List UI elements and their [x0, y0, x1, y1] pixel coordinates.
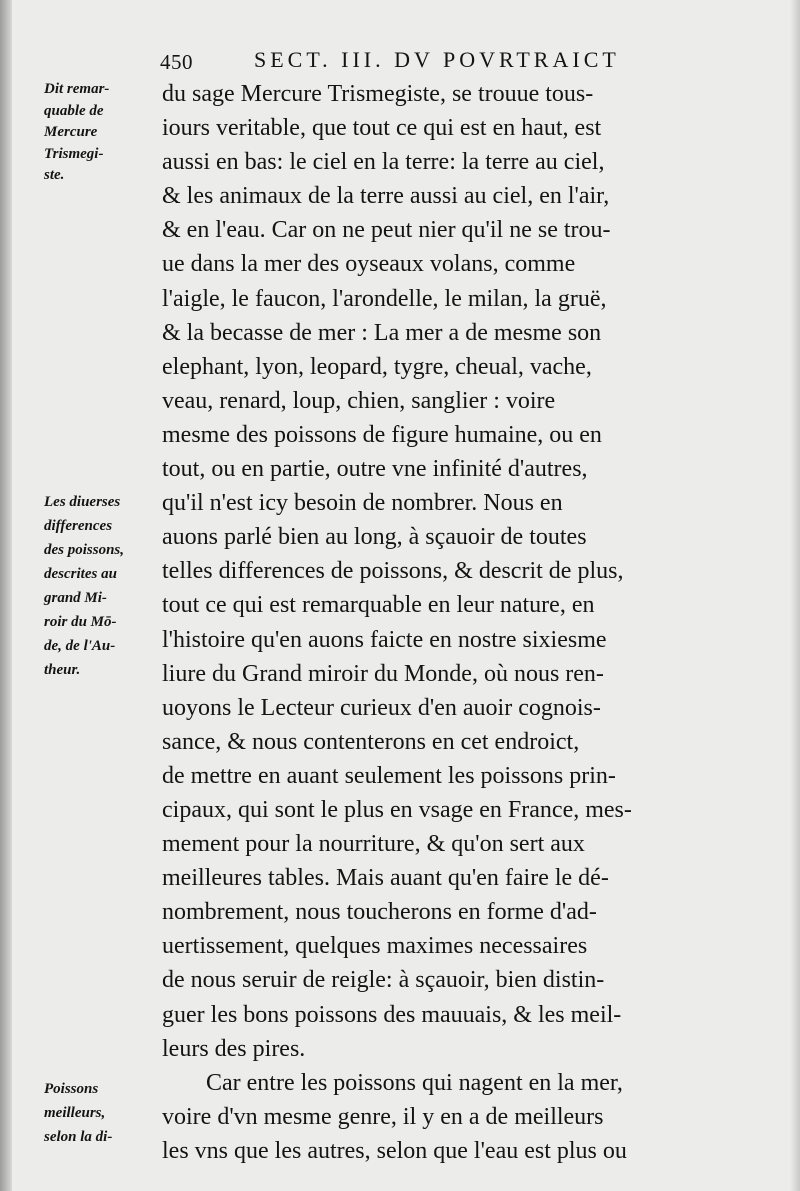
- text-line: & les animaux de la terre aussi au ciel, en l'air,: [162, 183, 610, 210]
- text-line: leurs des pires.: [162, 1035, 306, 1062]
- margin-note-line: meilleurs,: [44, 1105, 106, 1121]
- text-line: du sage Mercure Trismegiste, se trouue tous-: [162, 81, 594, 107]
- text-line: veau, renard, loup, chien, sanglier : voire: [162, 387, 556, 414]
- margin-note-line: selon la di-: [44, 1129, 113, 1145]
- margin-note-line: quable de: [44, 102, 104, 119]
- text-line: tout ce qui est remarquable en leur nature, en: [162, 592, 595, 619]
- text-line: liure du Grand miroir du Monde, où nous ren-: [162, 660, 604, 687]
- text-line: elephant, lyon, leopard, tygre, cheual, vache,: [162, 353, 592, 380]
- text-line: cipaux, qui sont le plus en vsage en France, mes-: [162, 796, 632, 823]
- text-line: guer les bons poissons des mauuais, & les meil-: [162, 1001, 622, 1028]
- text-line: aussi en bas: le ciel en la terre: la terre au ciel,: [162, 149, 605, 176]
- text-line: & la becasse de mer : La mer a de mesme son: [162, 319, 602, 346]
- text-line: Car entre les poissons qui nagent en la mer,: [206, 1069, 623, 1096]
- text-line: qu'il n'est icy besoin de nombrer. Nous en: [162, 490, 563, 517]
- margin-note-line: roir du Mō-: [44, 614, 117, 630]
- text-line: ue dans la mer des oyseaux volans, comme: [162, 251, 576, 278]
- page-edge-shadow: [790, 0, 800, 1191]
- margin-note-line: Poissons: [44, 1081, 99, 1097]
- text-line: mement pour la nourriture, & qu'on sert aux: [162, 831, 585, 858]
- text-line: l'histoire qu'en auons faicte en nostre sixiesme: [162, 626, 607, 653]
- text-line: de nous seruir de reigle: à sçauoir, bien distin-: [162, 967, 605, 994]
- margin-note-line: ste.: [44, 167, 65, 183]
- margin-note-line: Les diuerses: [44, 494, 121, 510]
- text-line: & en l'eau. Car on ne peut nier qu'il ne se trou-: [162, 217, 611, 244]
- running-head: SECT. III. DV POVRTRAICT: [254, 47, 620, 72]
- text-line: nombrement, nous toucherons en forme d'ad-: [162, 899, 597, 926]
- text-line: les vns que les autres, selon que l'eau est plus ou: [162, 1137, 627, 1164]
- text-line: sance, & nous contenterons en cet endroict,: [162, 728, 580, 755]
- margin-note-line: grand Mi-: [44, 590, 107, 606]
- page-number: 450: [160, 50, 193, 74]
- text-line: tout, ou en partie, outre vne infinité d'autres,: [162, 456, 588, 483]
- page-gutter-shadow: [0, 0, 12, 1191]
- text-line: uertissement, quelques maximes necessaires: [162, 933, 588, 960]
- margin-note-line: Dit remar-: [44, 81, 110, 97]
- text-line: auons parlé bien au long, à sçauoir de toutes: [162, 524, 587, 551]
- margin-note-differences: [44, 490, 168, 682]
- body-text: [162, 77, 756, 1168]
- text-line: uoyons le Lecteur curieux d'en auoir cognois-: [162, 694, 601, 721]
- text-line: meilleures tables. Mais auant qu'en faire le dé-: [162, 865, 609, 892]
- margin-note-line: Trismegi-: [44, 145, 104, 162]
- margin-note-line: theur.: [44, 662, 81, 678]
- margin-note-line: differences: [44, 518, 113, 534]
- margin-note-line: descrites au: [44, 566, 117, 582]
- margin-note-poissons-meilleurs: [44, 1077, 168, 1149]
- text-line: iours veritable, que tout ce qui est en haut, est: [162, 115, 602, 142]
- margin-note-line: des poissons,: [44, 542, 125, 558]
- text-line: mesme des poissons de figure humaine, ou en: [162, 421, 602, 448]
- margin-note-line: Mercure: [44, 124, 98, 140]
- margin-note-line: de, de l'Au-: [44, 638, 116, 654]
- text-line: telles differences de poissons, & descrit de plus,: [162, 558, 624, 585]
- text-line: l'aigle, le faucon, l'arondelle, le milan, la gruë,: [162, 285, 607, 312]
- margin-note-mercure: [44, 79, 168, 187]
- text-line: voire d'vn mesme genre, il y en a de meilleurs: [162, 1103, 604, 1130]
- text-line: de mettre en auant seulement les poissons prin-: [162, 762, 616, 789]
